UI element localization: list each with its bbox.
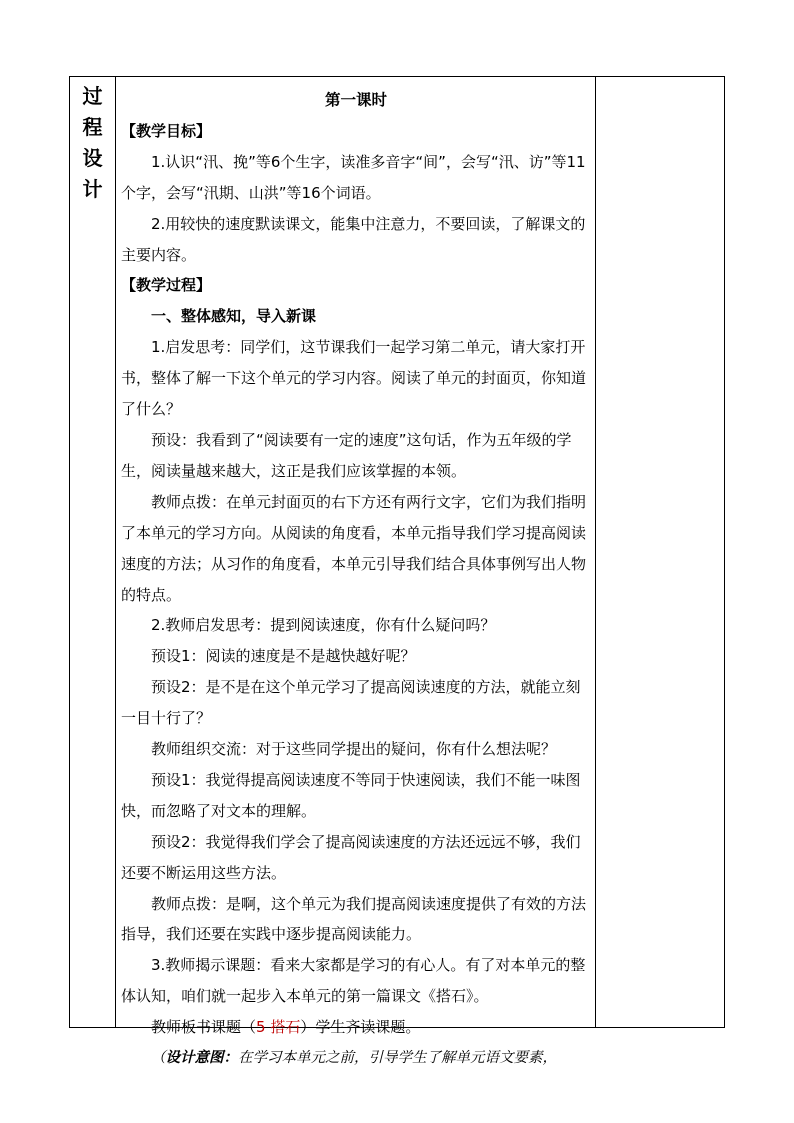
board-title: 5 搭石	[256, 1018, 301, 1037]
paragraph: 预设2：我觉得我们学会了提高阅读速度的方法还远远不够，我们还要不断运用这些方法。	[121, 832, 581, 882]
paragraph: 3.教师揭示课题：看来大家都是学习的有心人。有了对本单元的整体认知，咱们就一起步入本单元的第一篇课文《搭石》。	[121, 956, 586, 1006]
paragraph: 教师点拨：是啊，这个单元为我们提高阅读速度提供了有效的方法指导，我们还要在实践中逐步提高阅读能力。	[121, 894, 587, 944]
section-label-char: 过	[82, 84, 103, 108]
paragraph: 教师组织交流：对于这些同学提出的疑问，你有什么想法呢？	[151, 740, 557, 759]
paragraph: 教师点拨：在单元封面页的右下方还有两行文字，它们为我们指明了本单元的学习方向。从阅读的角度看，本单元指导我们学习提高阅读速度的方法；从习作的角度看，本单元引导我们结合具体事例写出人物的特点。	[121, 492, 587, 604]
goal-item: 1.认识“汛、挽”等6个生字，读准多音字“间”，会写“汛、访”等11个字，会写“汛期、山洪”等16个词语。	[121, 152, 586, 202]
note-label: 设计意图：	[165, 1049, 238, 1067]
goal-item: 2.用较快的速度默读课文，能集中注意力，不要回读，了解课文的主要内容。	[121, 214, 586, 264]
column-divider-left	[115, 77, 116, 1027]
column-divider-right	[595, 77, 596, 1027]
section-label	[70, 81, 115, 205]
lesson-title: 第一课时	[324, 91, 387, 109]
section-label-char: 程	[82, 115, 103, 139]
paragraph: 预设2：是不是在这个单元学习了提高阅读速度的方法，就能立刻一目十行了？	[121, 678, 581, 728]
process-heading: 【教学过程】	[121, 276, 212, 295]
design-note	[121, 1043, 591, 1074]
paragraph: 预设1：阅读的速度是不是越快越好呢？	[151, 647, 416, 666]
section-label-char: 设	[82, 146, 103, 170]
paragraph	[121, 1012, 591, 1043]
note-open: （	[151, 1050, 166, 1067]
note-text: 在学习本单元之前，引导学生了解单元语文要素，	[238, 1050, 557, 1067]
paragraph: 1.启发思考：同学们，这节课我们一起学习第二单元，请大家打开书，整体了解一下这个单元的学习内容。阅读了单元的封面页，你知道了什么？	[121, 338, 587, 419]
paragraph: 2.教师启发思考：提到阅读速度，你有什么疑问吗？	[151, 616, 496, 635]
lesson-content	[121, 85, 591, 1074]
lesson-table	[69, 76, 725, 1067]
board-text-pre: 教师板书课题（	[151, 1018, 257, 1037]
paragraph: 预设：我看到了“阅读要有一定的速度”这句话，作为五年级的学生，阅读量越来越大，这正是我们应该掌握的本领。	[121, 430, 572, 480]
paragraph: 预设1：我觉得提高阅读速度不等同于快速阅读，我们不能一味图快，而忽略了对文本的理解。	[121, 770, 581, 820]
section-label-char: 计	[82, 177, 103, 201]
goals-heading: 【教学目标】	[121, 121, 212, 140]
step-heading: 一、整体感知，导入新课	[151, 307, 317, 326]
board-text-post: ）学生齐读课题。	[300, 1018, 421, 1037]
